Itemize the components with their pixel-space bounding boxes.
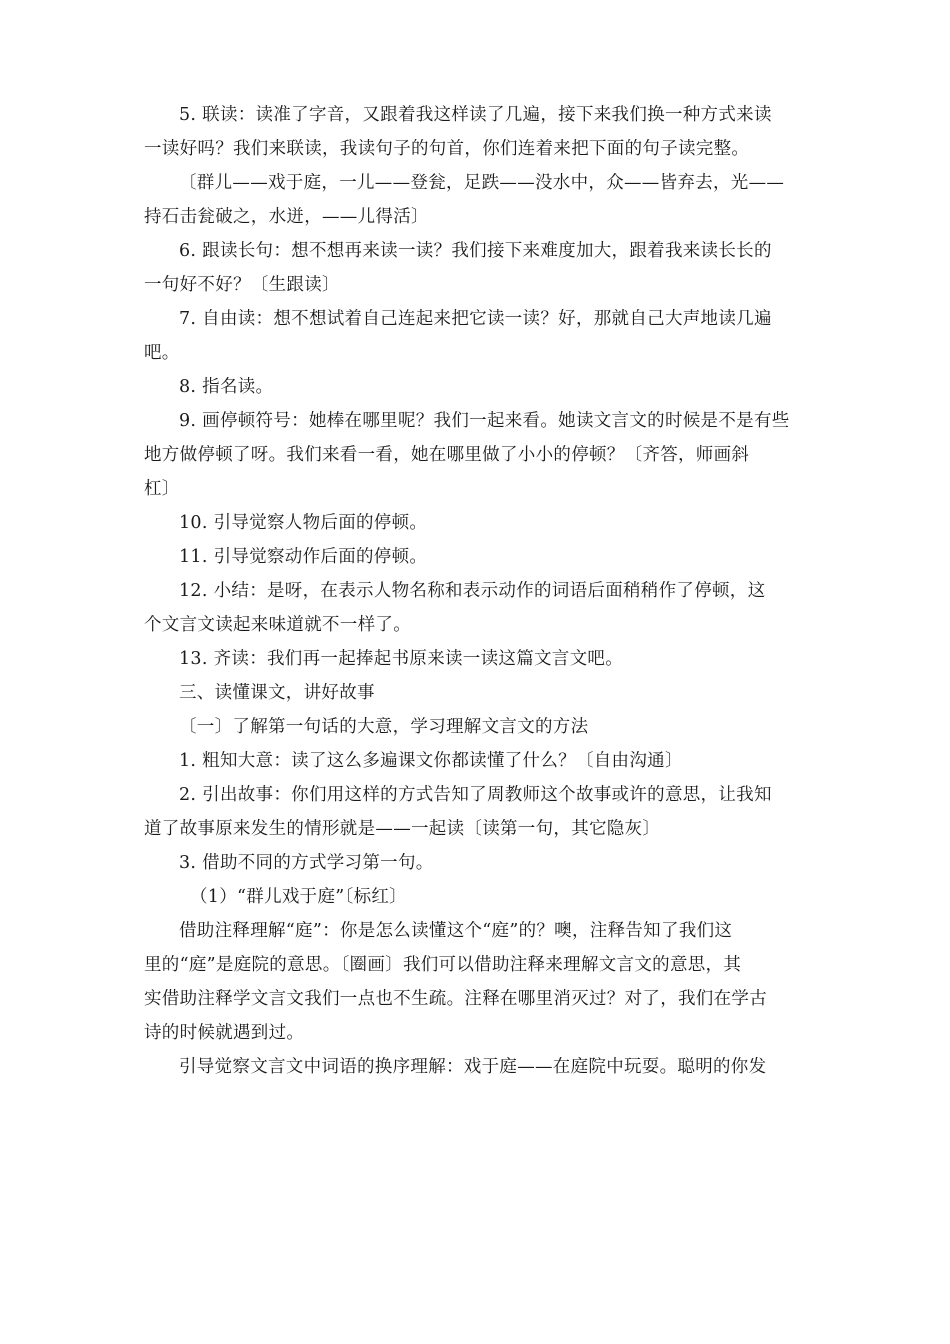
text-line: 吧。 xyxy=(144,343,180,363)
paragraph xyxy=(144,506,806,540)
paragraph xyxy=(144,914,806,1050)
text-line: 引导觉察文言文中词语的换序理解：戏于庭——在庭院中玩耍。聪明的你发 xyxy=(179,1057,767,1077)
text-line: 11. 引导觉察动作后面的停顿。 xyxy=(179,547,428,567)
paragraph xyxy=(144,540,806,574)
text-line: 一句好不好？〔生跟读〕 xyxy=(144,275,340,295)
text-line: 道了故事原来发生的情形就是——一起读〔读第一句，其它隐灰〕 xyxy=(144,819,661,839)
paragraph xyxy=(144,302,806,370)
text-line: 5. 联读：读准了字音，又跟着我这样读了几遍，接下来我们换一种方式来读 xyxy=(179,105,772,125)
text-line: 3. 借助不同的方式学习第一句。 xyxy=(179,853,434,873)
paragraph xyxy=(144,370,806,404)
paragraph xyxy=(144,880,806,914)
text-line: 地方做停顿了呀。我们来看一看，她在哪里做了小小的停顿？〔齐答，师画斜 xyxy=(144,445,750,465)
paragraph xyxy=(144,234,806,302)
text-line: 6. 跟读长句：想不想再来读一读？我们接下来难度加大，跟着我来读长长的 xyxy=(179,241,772,261)
text-line: 2. 引出故事：你们用这样的方式告知了周教师这个故事或许的意思，让我知 xyxy=(179,785,772,805)
paragraph xyxy=(144,710,806,744)
paragraph xyxy=(144,676,806,710)
text-line: 10. 引导觉察人物后面的停顿。 xyxy=(179,513,428,533)
text-line: 实借助注释学文言文我们一点也不生疏。注释在哪里消灭过？对了，我们在学古 xyxy=(144,989,767,1009)
text-line: （1）“群儿戏于庭”〔标红〕 xyxy=(190,887,407,907)
paragraph xyxy=(144,1050,806,1084)
text-line: 持石击瓮破之，水迸，——儿得活〕 xyxy=(144,207,429,227)
text-line: 个文言文读起来味道就不一样了。 xyxy=(144,615,411,635)
text-line: 一读好吗？我们来联读，我读句子的句首，你们连着来把下面的句子读完整。 xyxy=(144,139,750,159)
text-line: 杠〕 xyxy=(144,479,180,499)
text-line: 〔一〕了解第一句话的大意，学习理解文言文的方法 xyxy=(179,717,589,737)
paragraph xyxy=(144,574,806,642)
text-line: 借助注释理解“庭”：你是怎么读懂这个“庭”的？噢，注释告知了我们这 xyxy=(179,921,733,941)
paragraph xyxy=(144,98,806,166)
text-line: 8. 指名读。 xyxy=(179,377,274,397)
text-line: 12. 小结：是呀，在表示人物名称和表示动作的词语后面稍稍作了停顿，这 xyxy=(179,581,766,601)
paragraph xyxy=(144,404,806,506)
document-page xyxy=(144,98,806,1084)
paragraph xyxy=(144,642,806,676)
text-line: 三、读懂课文，讲好故事 xyxy=(179,683,375,703)
paragraph xyxy=(144,846,806,880)
text-line: 9. 画停顿符号：她棒在哪里呢？我们一起来看。她读文言文的时候是不是有些 xyxy=(179,411,790,431)
paragraph xyxy=(144,778,806,846)
text-line: 里的“庭”是庭院的意思。〔圈画〕我们可以借助注释来理解文言文的意思，其 xyxy=(144,955,742,975)
text-line: 诗的时候就遇到过。 xyxy=(144,1023,305,1043)
text-line: 7. 自由读：想不想试着自己连起来把它读一读？好，那就自己大声地读几遍 xyxy=(179,309,772,329)
text-line: 〔群儿——戏于庭，一儿——登瓮，足跌——没水中，众——皆弃去，光—— xyxy=(179,173,785,193)
text-line: 1. 粗知大意：读了这么多遍课文你都读懂了什么？〔自由沟通〕 xyxy=(179,751,683,771)
paragraph xyxy=(144,166,806,234)
text-line: 13. 齐读：我们再一起捧起书原来读一读这篇文言文吧。 xyxy=(179,649,623,669)
paragraph xyxy=(144,744,806,778)
